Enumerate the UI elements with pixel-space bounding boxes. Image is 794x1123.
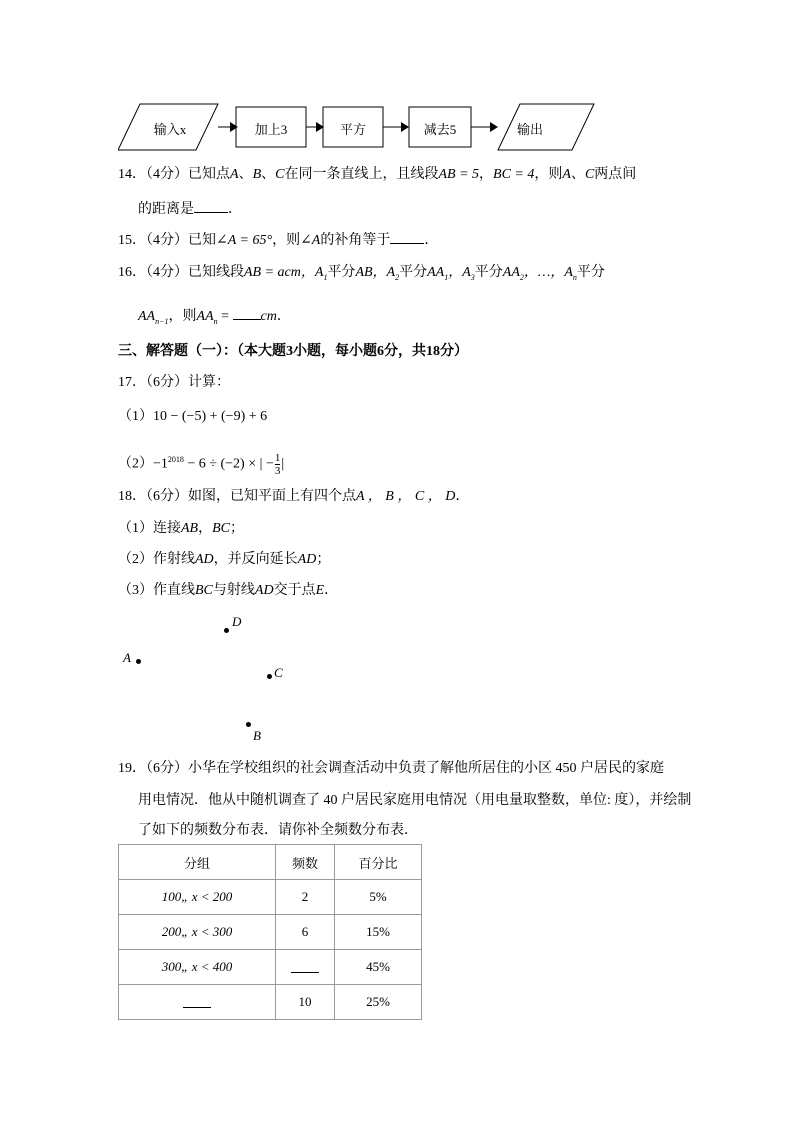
q14-line2: 的距离是 ． bbox=[138, 198, 242, 219]
flow-step2-label: 平方 bbox=[339, 122, 366, 137]
table-cell: 15% bbox=[335, 915, 422, 950]
point-b bbox=[246, 722, 251, 727]
answer-blank bbox=[291, 958, 319, 973]
table-cell bbox=[119, 985, 276, 1020]
table-row bbox=[119, 915, 422, 950]
table-cell bbox=[276, 950, 335, 985]
q15-line: 15．（4分）已知∠A = 65°，则∠A的补角等于 ． bbox=[118, 229, 438, 250]
q18-step3: （3）作直线BC与射线AD交于点E． bbox=[118, 583, 339, 598]
answer-blank bbox=[183, 993, 211, 1008]
point-d-label: D bbox=[232, 614, 242, 629]
answer-blank bbox=[233, 305, 261, 320]
point-c bbox=[267, 674, 272, 679]
q18-step1: （1）连接AB，BC； bbox=[118, 521, 244, 536]
table-cell: 6 bbox=[276, 915, 335, 950]
point-a bbox=[136, 659, 141, 664]
q18-head: 18．（6分）如图，已知平面上有四个点A ， B ， C ， D． bbox=[118, 489, 470, 504]
answer-blank bbox=[194, 198, 228, 213]
q17-part2: $(2)-1^{2018} - 6 \div (-2)$ × | − $\frac{1}{3}$ | bbox=[118, 451, 285, 477]
q14-line1: 14．（4分）已知点A、B、C在同一条直线上，且线段AB = 5，BC = 4，则A、C两点间 bbox=[118, 167, 637, 182]
table-row bbox=[119, 880, 422, 915]
table-cell: 200„ x < 300 bbox=[119, 915, 276, 950]
table-cell: 45% bbox=[335, 950, 422, 985]
table-header-row bbox=[119, 845, 422, 880]
table-cell: 10 bbox=[276, 985, 335, 1020]
q18-step2: （2）作射线AD，并反向延长AD； bbox=[118, 552, 331, 567]
point-a-label: A bbox=[123, 650, 131, 665]
q19-line2: 用电情况．他从中随机调查了 40 户居民家庭用电情况（用电量取整数，单位: 度），并绘制 bbox=[138, 793, 692, 808]
flow-input-label: 输入x bbox=[153, 122, 187, 137]
point-b-label: B bbox=[253, 728, 261, 743]
frequency-table bbox=[118, 844, 422, 1020]
flow-step1-label: 加上3 bbox=[254, 122, 288, 137]
table-header: 分组 bbox=[119, 845, 276, 880]
table-cell: 2 bbox=[276, 880, 335, 915]
q19-line1: 19．（6分）小华在学校组织的社会调查活动中负责了解他所居住的小区 450 户居民的家庭 bbox=[118, 761, 664, 776]
point-d bbox=[224, 628, 229, 633]
table-cell: 100„ x < 200 bbox=[119, 880, 276, 915]
table-cell: 5% bbox=[335, 880, 422, 915]
point-c-label: C bbox=[274, 665, 283, 680]
table-cell: 25% bbox=[335, 985, 422, 1020]
table-row bbox=[119, 985, 422, 1020]
q16-line2: $AA_{n-1}$，则$AA_n$ = cm． bbox=[138, 305, 291, 331]
section-3-title: 三、解答题（一）：（本大题3小题，每小题6分，共18分） bbox=[118, 344, 468, 359]
table-header: 频数 bbox=[276, 845, 335, 880]
q19-line3: 了如下的频数分布表．请你补全频数分布表． bbox=[138, 823, 418, 838]
table-cell: 300„ x < 400 bbox=[119, 950, 276, 985]
table-row bbox=[119, 950, 422, 985]
flow-step3-label: 减去5 bbox=[423, 122, 457, 137]
table-header: 百分比 bbox=[335, 845, 422, 880]
q17-part1: （1）10 − (−5) + (−9) + 6 bbox=[118, 409, 268, 424]
answer-blank bbox=[390, 229, 424, 244]
flow-output-label: 输出 bbox=[516, 122, 543, 137]
q17-head: 17．（6分）计算： bbox=[118, 375, 230, 390]
q16-line1: 16．（4分）已知线段AB = acm，$A_1$平分AB，$A_2$平分$AA_1$，$A_3$平分$AA_2$，…，$A_n$平分 bbox=[118, 265, 605, 282]
